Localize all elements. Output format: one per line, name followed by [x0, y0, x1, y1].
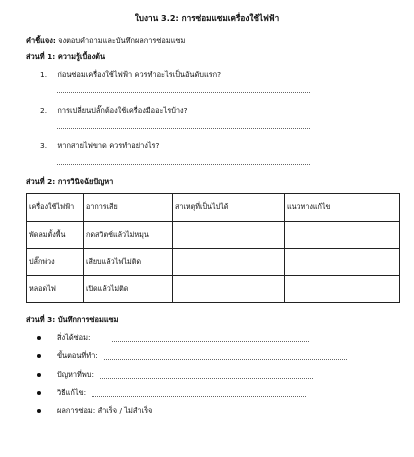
cell-solution[interactable]	[285, 276, 400, 303]
record-line-4[interactable]	[92, 396, 306, 397]
page-title: ใบงาน 3.2: การซ่อมแซมเครื่องใช้ไฟฟ้า	[134, 13, 280, 23]
diagnosis-table	[26, 193, 400, 303]
question-number: 1.	[40, 70, 48, 79]
cell-cause[interactable]	[173, 276, 285, 303]
answer-line-1[interactable]	[57, 92, 310, 93]
bullet-icon	[37, 409, 41, 413]
cell-appliance: พัดลมตั้งพื้น	[27, 222, 84, 249]
cell-cause[interactable]	[173, 222, 285, 249]
header-cause: สาเหตุที่เป็นไปได้	[173, 194, 285, 222]
bullet-icon	[37, 391, 41, 395]
table-row	[27, 249, 400, 276]
instruction-line	[26, 37, 185, 44]
record-item-4: วิธีแก้ไข:	[57, 388, 87, 397]
part3-heading: ส่วนที่ 3: บันทึกการซ่อมแซม	[26, 315, 119, 324]
header-solution: แนวทางแก้ไข	[285, 194, 400, 222]
record-item-2: ขั้นตอนที่ทำ:	[57, 351, 98, 360]
question-text: หากสายไฟขาด ควรทำอย่างไร?	[57, 141, 160, 150]
question-3	[40, 142, 159, 149]
bullet-icon	[37, 354, 41, 358]
record-line-2[interactable]	[104, 359, 347, 360]
cell-appliance: ปลั๊กพ่วง	[27, 249, 84, 276]
record-line-3[interactable]	[100, 378, 313, 379]
instruction-text: จงตอบคำถามและบันทึกผลการซ่อมแซม	[58, 36, 186, 45]
cell-cause[interactable]	[173, 249, 285, 276]
instruction-label: คำชี้แจง:	[26, 36, 56, 45]
question-1	[40, 71, 221, 78]
answer-line-3[interactable]	[57, 164, 310, 165]
answer-line-2[interactable]	[57, 128, 310, 129]
table-row	[27, 276, 400, 303]
header-appliance: เครื่องใช้ไฟฟ้า	[27, 194, 84, 222]
record-item-1: สิ่งได้ซ่อม:	[57, 333, 91, 342]
question-number: 3.	[40, 141, 48, 150]
cell-symptom: เปิดแล้วไม่ติด	[84, 276, 173, 303]
question-text: ก่อนซ่อมเครื่องใช้ไฟฟ้า ควรทำอะไรเป็นอันดับแรก?	[57, 70, 222, 79]
record-item-5: ผลการซ่อม: สำเร็จ / ไม่สำเร็จ	[57, 406, 153, 415]
part1-heading: ส่วนที่ 1: ความรู้เบื้องต้น	[26, 52, 106, 61]
cell-symptom: เสียบแล้วไฟไม่ติด	[84, 249, 173, 276]
question-number: 2.	[40, 106, 48, 115]
record-line-1[interactable]	[112, 341, 309, 342]
header-symptom: อาการเสีย	[84, 194, 173, 222]
cell-symptom: กดสวิตช์แล้วไม่หมุน	[84, 222, 173, 249]
bullet-icon	[37, 336, 41, 340]
cell-appliance: หลอดไฟ	[27, 276, 84, 303]
bullet-icon	[37, 373, 41, 377]
cell-solution[interactable]	[285, 222, 400, 249]
cell-solution[interactable]	[285, 249, 400, 276]
question-text: การเปลี่ยนปลั๊กต้องใช้เครื่องมืออะไรบ้าง?	[57, 106, 188, 115]
part2-heading: ส่วนที่ 2: การวินิจฉัยปัญหา	[26, 177, 114, 186]
question-2	[40, 107, 188, 114]
table-header-row	[27, 194, 400, 222]
record-item-3: ปัญหาที่พบ:	[57, 370, 94, 379]
table-row	[27, 222, 400, 249]
